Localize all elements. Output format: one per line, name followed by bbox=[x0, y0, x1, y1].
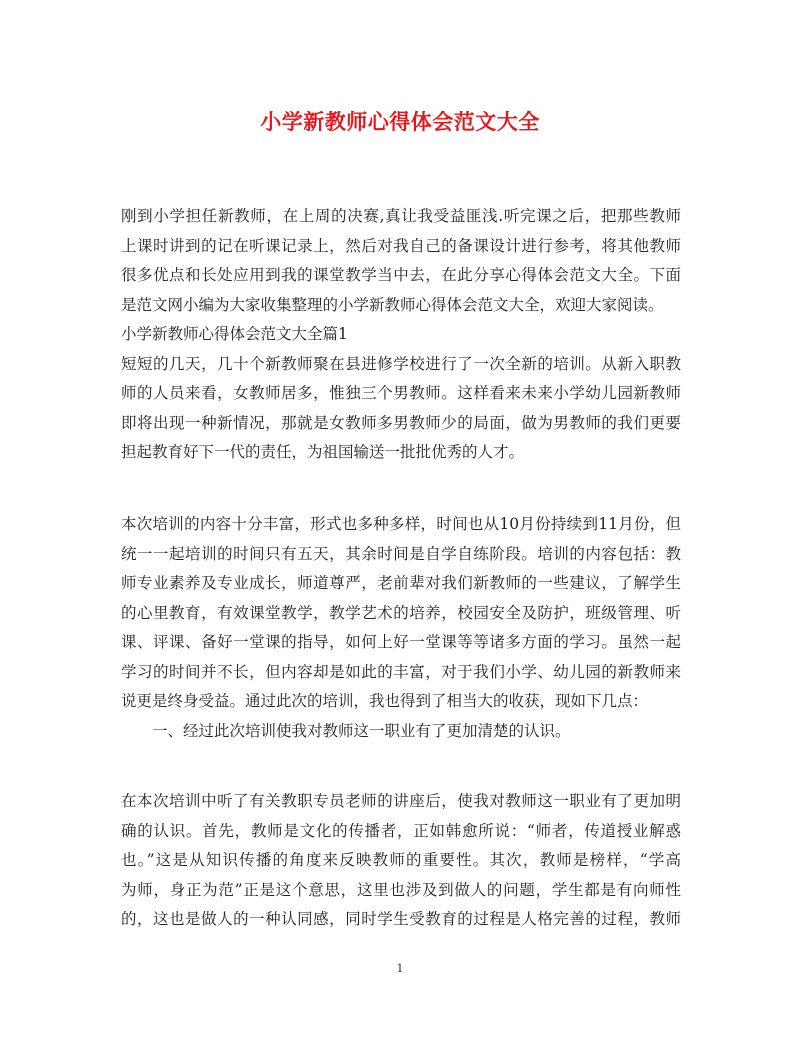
text-line: 课、评课、备好一堂课的指导，如何上好一堂课等等诸多方面的学习。虽然一起 bbox=[121, 633, 681, 651]
text-line: 确的认识。首先，教师是文化的传播者，正如韩愈所说：“师者，传道授业解惑 bbox=[121, 821, 681, 840]
text-line: 师的人员来看，女教师居多，惟独三个男教师。这样看来未来小学幼儿园新教师 bbox=[121, 384, 681, 402]
text-line: 短短的几天，几十个新教师聚在县进修学校进行了一次全新的培训。从新入职教 bbox=[121, 354, 681, 373]
text-line: 也。”这是从知识传播的角度来反映教师的重要性。其次，教师是榜样，“学高 bbox=[121, 851, 681, 869]
text-line: 为师，身正为范”正是这个意思，这里也涉及到做人的问题，学生都是有向师性 bbox=[121, 880, 681, 899]
text-line: 的心里教育，有效课堂教学，教学艺术的培养，校园安全及防护，班级管理、听 bbox=[121, 603, 681, 622]
point-heading: 一、经过此次培训使我对教师这一职业有了更加清楚的认识。 bbox=[152, 721, 571, 740]
text-line: 在本次培训中听了有关教职专员老师的讲座后，使我对教师这一职业有了更加明 bbox=[121, 792, 681, 810]
text-line: 师专业素养及专业成长，师道尊严，老前辈对我们新教师的一些建议，了解学生 bbox=[121, 574, 681, 592]
text-line: 统一一起培训的时间只有五天，其余时间是自学自练阶段。培训的内容包括：教 bbox=[121, 544, 681, 563]
text-line: 的，这也是做人的一种认同感，同时学生受教育的过程是人格完善的过程，教师 bbox=[121, 910, 681, 928]
text-line: 即将出现一种新情况，那就是女教师多男教师少的局面，做为男教师的我们更要 bbox=[121, 413, 681, 432]
page-number: 1 bbox=[396, 962, 404, 975]
paragraph-training-content bbox=[121, 510, 681, 746]
paragraph-teacher-role bbox=[121, 787, 681, 935]
text-line: 上课时讲到的记在听课记录上，然后对我自己的备课设计进行参考，将其他教师 bbox=[121, 236, 681, 255]
section-heading: 小学新教师心得体会范文大全篇1 bbox=[121, 325, 348, 343]
text-line: 说更是终身受益。通过此次的培训，我也得到了相当大的收获，现如下几点： bbox=[121, 692, 649, 710]
intro-paragraph bbox=[121, 202, 681, 468]
text-line: 是范文网小编为大家收集整理的小学新教师心得体会范文大全，欢迎大家阅读。 bbox=[121, 295, 664, 314]
text-line: 学习的时间并不长，但内容却是如此的丰富，对于我们小学、幼儿园的新教师来 bbox=[121, 662, 681, 681]
text-line: 担起教育好下一代的责任，为祖国输送一批批优秀的人才。 bbox=[121, 443, 525, 461]
text-line: 刚到小学担任新教师，在上周的决赛,真让我受益匪浅.听完课之后，把那些教师 bbox=[121, 207, 681, 225]
text-line: 本次培训的内容十分丰富，形式也多种多样，时间也从10月份持续到11月份，但 bbox=[121, 515, 681, 533]
text-line: 很多优点和长处应用到我的课堂教学当中去，在此分享心得体会范文大全。下面 bbox=[121, 266, 681, 284]
document-title: 小学新教师心得体会范文大全 bbox=[260, 109, 540, 134]
